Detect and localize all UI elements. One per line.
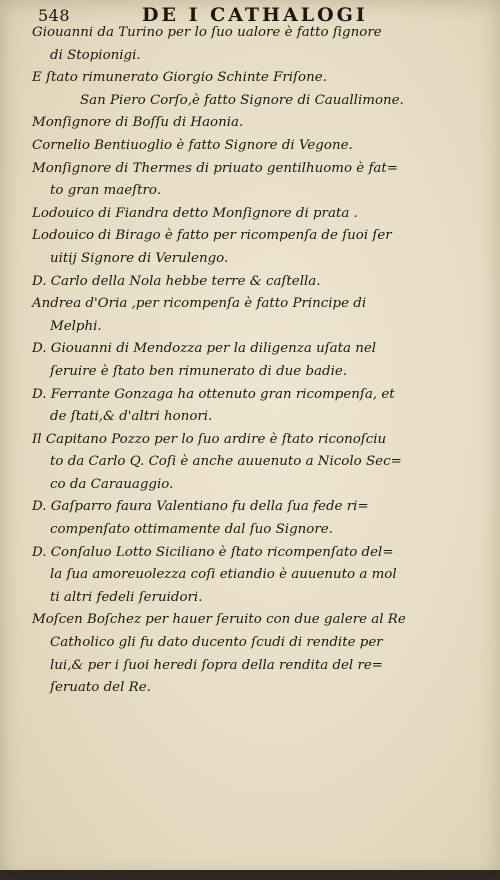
running-head: DE I CATHALOGI [142, 4, 368, 26]
text-line: de ſtati,& d'altri honori. [50, 409, 213, 425]
text-line: Monſignore di Thermes di priuato gentilhuomo è fat= [32, 160, 399, 176]
entry [32, 158, 472, 203]
page-edge-shadow [0, 870, 500, 880]
entry [32, 67, 472, 90]
text-line: uitij Signore di Verulengo. [50, 250, 229, 266]
entry [32, 542, 472, 610]
text-line: compenſato ottimamente dal ſuo Signore. [50, 522, 333, 538]
text-line: D. Carlo della Nola hebbe terre & caſtella. [32, 273, 321, 289]
entry [32, 135, 472, 158]
text-line: D. Giouanni di Mendozza per la diligenza uſata nel [32, 341, 377, 357]
text-line: Il Capitano Pozzo per lo ſuo ardire è ſtato riconoſciu [32, 431, 387, 447]
text-line: D. Conſaluo Lotto Siciliano è ſtato ricompenſato del= [32, 544, 394, 560]
entry [32, 293, 472, 338]
entry [32, 338, 472, 383]
text-line: Giouanni da Turino per lo ſuo ualore è fatto ſignore [32, 25, 382, 40]
text-line: D. Ferrante Gonzaga ha ottenuto gran ricompenſa, et [32, 386, 395, 402]
entry [32, 609, 472, 699]
text-line: di Stopionigi. [50, 47, 141, 63]
text-line: Lodouico di Birago è fatto per ricompenſa de ſuoi ſer [32, 228, 392, 244]
text-line: to da Carlo Q. Coſi è anche auuenuto a Nicolo Sec= [50, 454, 402, 470]
entry [32, 22, 472, 67]
text-line: ſeruire è ſtato ben rimunerato di due badie. [50, 363, 348, 379]
text-line: ti altri fedeli ſeruidori. [50, 589, 203, 605]
entry [32, 496, 472, 541]
entry [32, 384, 472, 429]
text-line: E ſtato rimunerato Giorgio Schinte Friſone. [32, 70, 327, 86]
text-line: lui,& per i ſuoi heredi ſopra della rendita del re= [50, 657, 384, 673]
entry [32, 271, 472, 294]
entry [32, 112, 472, 135]
text-line: Andrea d'Oria ,per ricompenſa è fatto Principe di [32, 296, 367, 312]
page-number: 548 [38, 6, 71, 25]
entry [32, 225, 472, 270]
entry [32, 90, 472, 113]
text-line: Cornelio Bentiuoglio è fatto Signore di Vegone. [32, 137, 353, 153]
text-line: D. Gaſparro faura Valentiano fu della ſua fede ri= [32, 499, 369, 515]
entry [32, 429, 472, 497]
page-body [32, 22, 472, 700]
text-line: to gran maeſtro. [50, 183, 161, 199]
text-line: la ſua amoreuolezza coſi etiandio è auuenuto a mol [50, 567, 397, 583]
text-line: Melphi. [50, 318, 102, 334]
text-line: Moſcen Boſchez per hauer ſeruito con due galere al Re [32, 612, 406, 628]
text-line: Lodouico di Fiandra detto Monſignore di prata . [32, 205, 358, 221]
entry [32, 203, 472, 226]
text-line: Catholico gli fu dato ducento ſcudi di rendite per [50, 635, 383, 651]
text-line: co da Carauaggio. [50, 476, 174, 492]
text-line: ſeruato del Re. [50, 680, 151, 696]
text-line: San Piero Corſo,è fatto Signore di Cauallimone. [80, 92, 404, 108]
text-line: Monſignore di Boſſu di Haonia. [32, 115, 244, 131]
